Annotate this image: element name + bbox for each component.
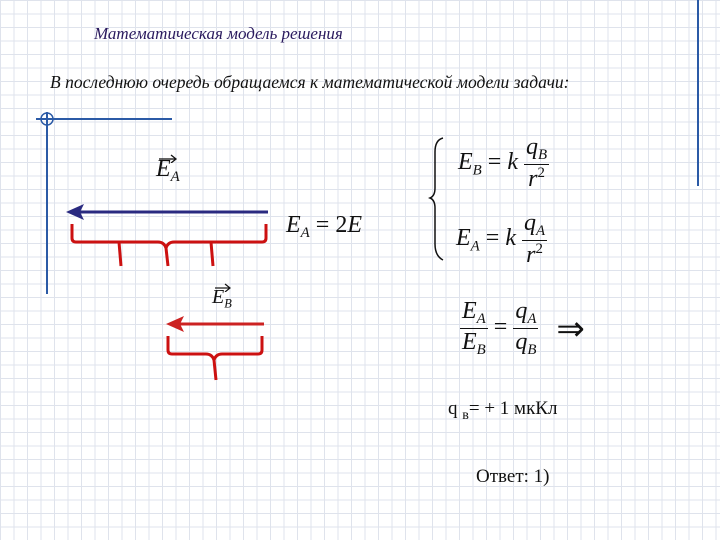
formula-eb-coulomb — [458, 134, 549, 193]
symbol-q: q — [515, 298, 528, 324]
symbol-e: E — [156, 156, 171, 182]
charge-value: = + 1 мкКл — [468, 398, 558, 419]
vector-arrow-b — [164, 312, 268, 336]
vector-arrow-icon — [157, 153, 179, 163]
symbol-q: q — [448, 398, 458, 419]
equals-sign: = — [485, 225, 500, 252]
fraction — [522, 210, 547, 269]
symbol-q: q — [523, 210, 536, 236]
equals-sign: = — [315, 212, 330, 238]
symbol-q: q — [525, 134, 538, 160]
factor-two: 2 — [335, 212, 348, 238]
formula-ratio — [460, 298, 585, 359]
subscript-a: А — [470, 238, 480, 255]
distance-brace-b — [162, 334, 272, 382]
constant-k: k — [507, 149, 518, 176]
numerator — [513, 298, 538, 329]
symbol-e: E — [456, 225, 471, 252]
distance-brace-a — [66, 222, 272, 268]
vector-arrow-icon — [213, 282, 233, 292]
fraction-q-ratio — [513, 298, 538, 359]
formula-ea-equals-2e — [286, 212, 362, 242]
exponent-two: 2 — [537, 165, 545, 182]
subscript-a: А — [170, 169, 180, 186]
formula-ea-coulomb — [456, 210, 547, 269]
denominator — [524, 165, 549, 193]
result-charge — [448, 398, 557, 424]
decor-line-horizontal — [36, 118, 172, 120]
exponent-two: 2 — [535, 241, 543, 258]
numerator — [460, 298, 488, 329]
fraction-e-ratio — [460, 298, 488, 359]
subscript-b: В — [537, 147, 548, 164]
vector-label-eb — [212, 286, 232, 311]
intro-text: В последнюю очередь обращаемся к математической модели задачи: — [50, 72, 570, 92]
equals-sign: = — [487, 149, 502, 176]
subscript-b: В — [476, 342, 486, 359]
slide-title: Математическая модель решения — [94, 24, 343, 43]
implies-arrow-icon: ⇒ — [556, 310, 585, 348]
subscript-a: А — [535, 223, 546, 240]
subscript-a: А — [476, 311, 486, 328]
decor-circle — [38, 110, 56, 128]
constant-k: k — [505, 225, 516, 252]
subscript-a: А — [527, 311, 537, 328]
denominator — [460, 329, 488, 359]
equals-sign: = — [493, 314, 508, 341]
symbol-r: r — [526, 242, 536, 269]
symbol-r: r — [528, 166, 538, 193]
system-brace — [428, 136, 446, 262]
subscript-a: А — [300, 225, 310, 242]
subscript-b: В — [527, 342, 537, 359]
subscript-b: В — [224, 296, 232, 311]
subscript-b: в — [462, 407, 469, 423]
symbol-e: E — [347, 212, 362, 238]
symbol-e: E — [462, 329, 477, 356]
denominator — [522, 241, 547, 269]
numerator — [524, 134, 549, 165]
vector-arrow-a — [64, 200, 274, 224]
fraction — [524, 134, 549, 193]
vector-label-ea — [156, 156, 180, 186]
symbol-e: E — [458, 149, 473, 176]
decor-line-vertical-right — [697, 0, 699, 186]
symbol-e: E — [286, 212, 301, 238]
symbol-q: q — [515, 329, 528, 356]
symbol-e: E — [212, 286, 225, 308]
decor-line-vertical-left — [46, 112, 48, 294]
answer-text: Ответ: 1) — [476, 466, 550, 487]
denominator — [513, 329, 538, 359]
symbol-e: E — [462, 298, 477, 324]
subscript-b: В — [472, 162, 482, 179]
numerator — [522, 210, 547, 241]
